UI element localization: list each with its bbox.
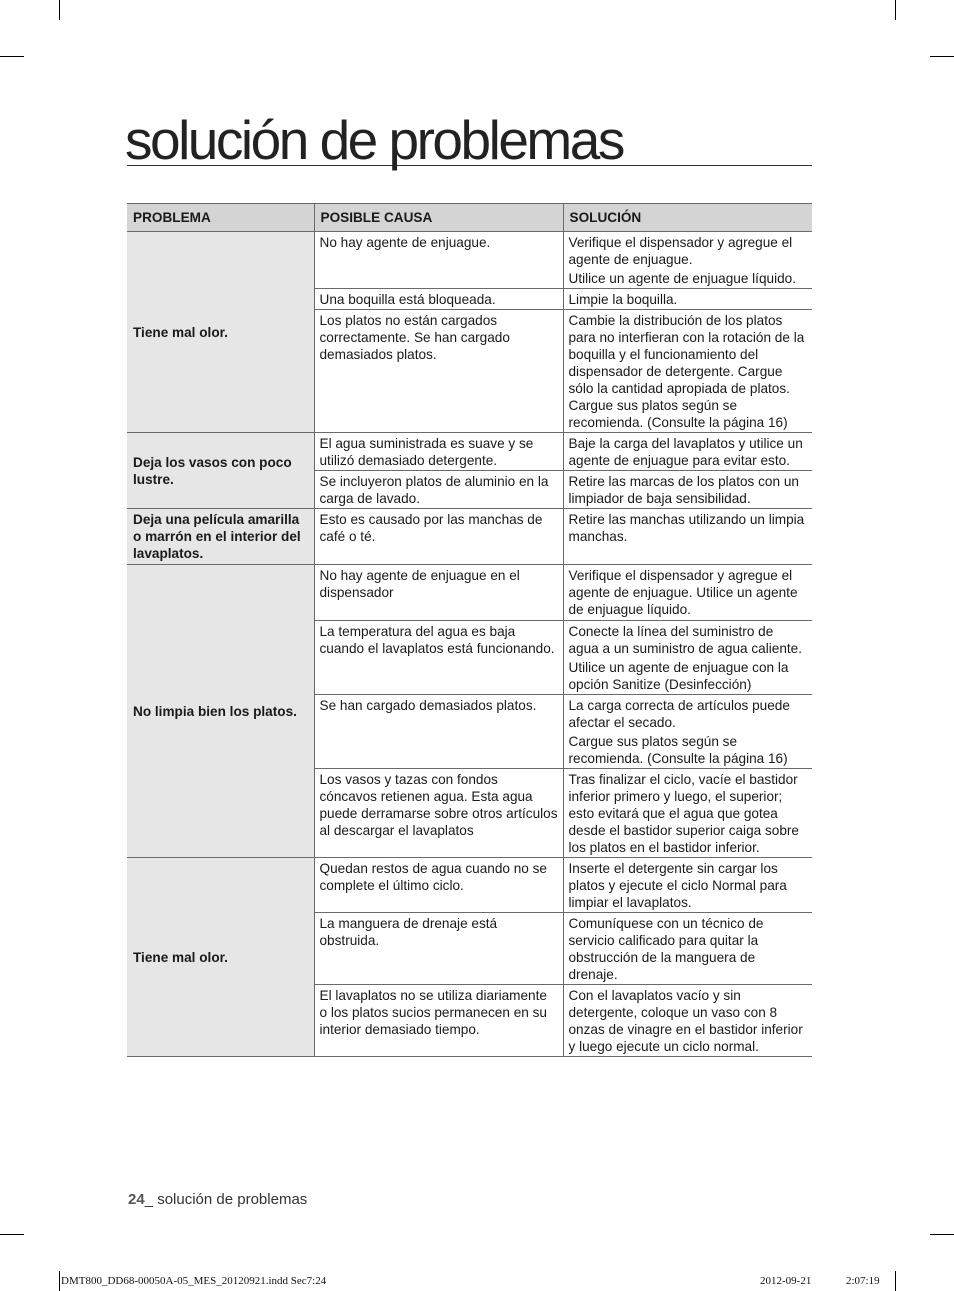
crop-mark [930,56,954,57]
page-title [125,108,812,171]
cause-cell: El lavaplatos no se utiliza diariamente o los platos sucios permanecen en su interior demasiado tiempo. [314,985,563,1057]
footer-section: _ solución de problemas [144,1191,308,1208]
column-header-problem: PROBLEMA [127,204,314,232]
print-slug-date: 2012-09-21 [760,1275,812,1287]
crop-mark [59,0,60,20]
crop-mark [895,0,896,20]
solution-text: Limpie la boquilla. [568,292,678,307]
problem-cell: Deja una película amarilla o marrón en el interior del lavaplatos. [127,509,314,565]
crop-mark [0,1234,24,1235]
solution-cell [563,695,812,769]
crop-mark [930,1234,954,1235]
problem-cell: Deja los vasos con poco lustre. [127,433,314,509]
solution-cell [563,858,812,913]
solution-text: Conecte la línea del suministro de agua a un suministro de agua caliente. [568,624,803,656]
cause-cell: Se han cargado demasiados platos. [314,695,563,769]
solution-cell [563,310,812,433]
cause-cell: No hay agente de enjuague en el dispensador [314,565,563,621]
solution-text: Utilice un agente de enjuague con la opción Sanitize (Desinfección) [568,660,789,692]
troubleshooting-table [127,203,812,1057]
page-number: 24 [128,1191,145,1208]
cause-cell: El agua suministrada es suave y se utilizó demasiado detergente. [314,433,563,471]
solution-text: Baje la carga del lavaplatos y utilice un agente de enjuague para evitar esto. [568,436,803,468]
print-slug-time: 2:07:19 [846,1275,880,1287]
column-header-solution: SOLUCIÓN [563,204,812,232]
crop-mark [895,1271,896,1291]
cause-cell: Los vasos y tazas con fondos cóncavos retienen agua. Esta agua puede derramarse sobre otros artículos al descargar el lavaplatos [314,769,563,858]
cause-cell: No hay agente de enjuague. [314,232,563,289]
solution-cell [563,621,812,695]
solution-cell [563,565,812,621]
problem-cell: Tiene mal olor. [127,858,314,1057]
crop-mark [0,56,24,57]
page-footer [128,1191,307,1208]
solution-text: Cambie la distribución de los platos para no interfieran con la rotación de la boquilla y el funcionamiento del dispensador de detergente. Cargue sólo la cantidad apropiada de platos. Cargue sus platos según se recomienda. (Consulte la página 16) [568,313,805,430]
print-slug-file: DMT800_DD68-00050A-05_MES_20120921.indd Sec7:24 [61,1275,327,1287]
solution-text: Retire las marcas de los platos con un limpiador de baja sensibilidad. [568,474,799,506]
table-row [127,565,812,621]
cause-cell: La manguera de drenaje está obstruida. [314,913,563,985]
solution-text: Inserte el detergente sin cargar los platos y ejecute el ciclo Normal para limpiar el lavaplatos. [568,861,787,910]
solution-cell [563,985,812,1057]
solution-text: Con el lavaplatos vacío y sin detergente, coloque un vaso con 8 onzas de vinagre en el bastidor inferior y luego ejecute un ciclo normal. [568,988,803,1054]
page-title-text: solución de problemas [125,109,623,171]
problem-cell: Tiene mal olor. [127,232,314,433]
problem-cell: No limpia bien los platos. [127,565,314,858]
crop-mark [59,1271,60,1291]
solution-cell [563,232,812,289]
cause-cell: Quedan restos de agua cuando no se complete el último ciclo. [314,858,563,913]
solution-text: Utilice un agente de enjuague líquido. [568,271,796,286]
solution-text: Comuníquese con un técnico de servicio calificado para quitar la obstrucción de la manguera de drenaje. [568,916,764,982]
cause-cell: Los platos no están cargados correctamente. Se han cargado demasiados platos. [314,310,563,433]
solution-cell [563,289,812,310]
table-row [127,509,812,565]
table-header-row [127,204,812,232]
cause-cell: Se incluyeron platos de aluminio en la carga de lavado. [314,471,563,509]
solution-text: La carga correcta de artículos puede afectar el secado. [568,698,790,730]
solution-cell [563,769,812,858]
table-row [127,858,812,913]
cause-cell: Esto es causado por las manchas de café o té. [314,509,563,565]
column-header-cause: POSIBLE CAUSA [314,204,563,232]
solution-text: Verifique el dispensador y agregue el agente de enjuague. Utilice un agente de enjuague líquido. [568,568,798,617]
solution-cell [563,913,812,985]
solution-cell [563,471,812,509]
solution-text: Tras finalizar el ciclo, vacíe el bastidor inferior primero y luego, el superior; esto evitará que el agua que gotea desde el bastidor superior caiga sobre los platos en el bastidor inferior. [568,772,799,855]
solution-text: Retire las manchas utilizando un limpia manchas. [568,512,805,544]
solution-text: Cargue sus platos según se recomienda. (Consulte la página 16) [568,734,788,766]
table-row [127,433,812,471]
cause-cell: La temperatura del agua es baja cuando el lavaplatos está funcionando. [314,621,563,695]
solution-cell [563,509,812,565]
table-row [127,232,812,289]
cause-cell: Una boquilla está bloqueada. [314,289,563,310]
solution-cell [563,433,812,471]
solution-text: Verifique el dispensador y agregue el agente de enjuague. [568,235,793,267]
